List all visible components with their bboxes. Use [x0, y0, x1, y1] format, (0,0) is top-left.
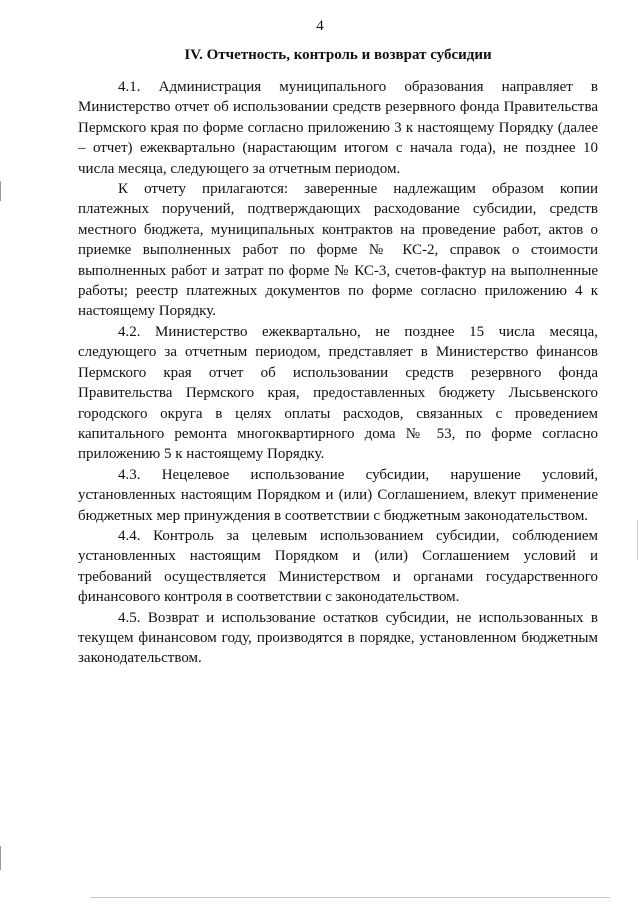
paragraph-4-2: 4.2. Министерство ежеквартально, не позднее 15 числа месяца, следующего за отчетным периодом, представляет в Министерство финансов Пермского края отчет об использовании средств резервного фонда Правительства Пермского края, предоставленных бюджету Лысьвенского городского округа в целях оплаты расходов, связанных с проведением капитального ремонта многоквартирного дома № 53, по форме согласно приложению 5 к настоящему Порядку.	[78, 323, 598, 463]
paragraph-4-3: 4.3. Нецелевое использование субсидии, нарушение условий, установленных настоящим Порядком и (или) Соглашением, влекут применение бюджетных мер принуждения в соответствии с бюджетным законодательством.	[78, 466, 598, 524]
paragraph-attachments: К отчету прилагаются: заверенные надлежащим образом копии платежных поручений, подтверждающих расходование субсидии, средств местного бюджета, муниципальных контрактов на проведение работ, актов о приемке выполненных работ по форме № КС-2, справок о стоимости выполненных работ и затрат по форме № КС-3, счетов-фактур на выполненные работы; реестр платежных документов по форме согласно приложению 4 к настоящему Порядку.	[78, 181, 598, 320]
paragraph-4-5: 4.5. Возврат и использование остатков субсидии, не использованных в текущем финансовом году, производятся в порядке, установленном бюджетным законодательством.	[78, 609, 598, 667]
scan-edge-mark	[637, 520, 638, 560]
scan-edge-mark	[0, 846, 1, 870]
page-number: 4	[316, 18, 324, 34]
paragraph-4-1: 4.1. Администрация муниципального образования направляет в Министерство отчет об использовании средств резервного фонда Правительства Пермского края по форме согласно приложению 3 к настоящему Порядку (далее – отчет) ежеквартально (нарастающим итогом с начала года), не позднее 10 числа месяца, следующего за отчетным периодом.	[78, 79, 598, 177]
scan-edge-mark	[0, 181, 1, 201]
scan-bottom-edge	[90, 897, 610, 898]
section-title: IV. Отчетность, контроль и возврат субсидии	[184, 47, 492, 63]
document-body	[78, 77, 598, 669]
paragraph-4-4: 4.4. Контроль за целевым использованием субсидии, соблюдением установленных настоящим Порядком и (или) Соглашением условий и требований осуществляется Министерством и органами государственного финансового контроля в соответствии с законодательством.	[78, 527, 598, 606]
